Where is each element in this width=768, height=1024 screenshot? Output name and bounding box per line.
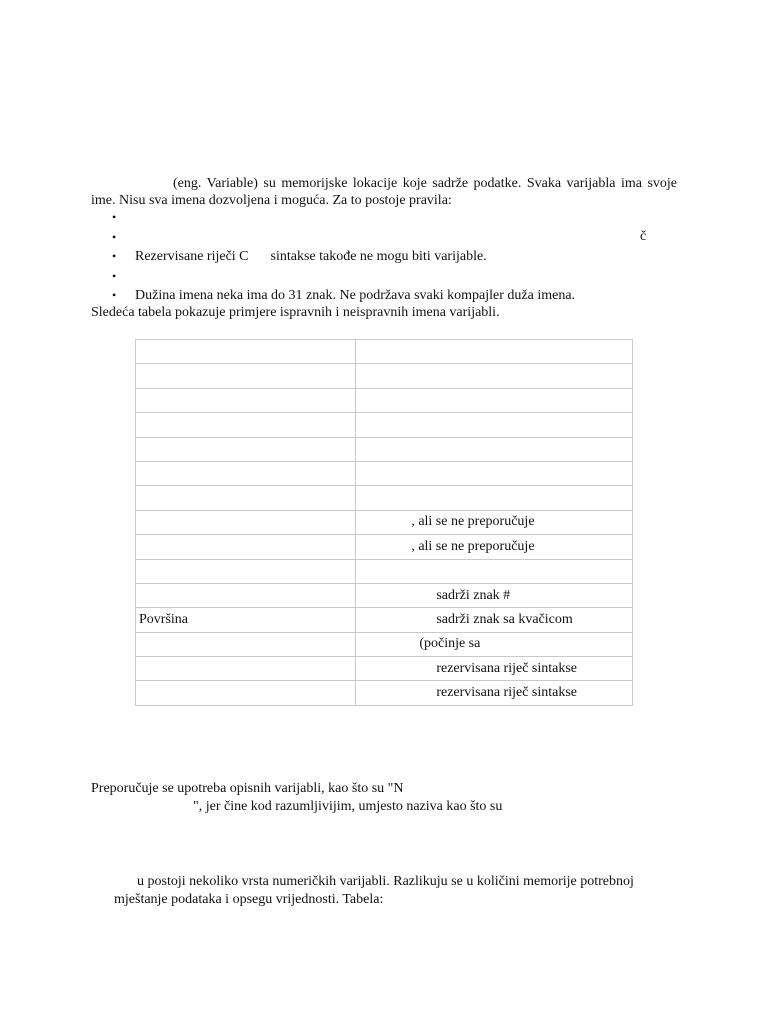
list-item [91, 286, 651, 306]
rule2-trailing-char: č [640, 229, 647, 244]
note-cell [356, 340, 633, 364]
recommend-line-1: Preporučuje se upotreba opisnih varijabli, kao što su "N [91, 781, 404, 796]
table-row [136, 364, 633, 388]
rule-text-part-a: Rezervisane riječi C [135, 249, 249, 265]
name-cell [136, 388, 356, 412]
note-cell: sadrži znak # [436, 587, 511, 603]
name-cell [136, 364, 356, 388]
recommend-line-2: ", jer čine kod razumljivijim, umjesto naziva kao što su [193, 799, 503, 814]
note-cell [356, 364, 633, 388]
name-cell [136, 583, 356, 607]
table-row [136, 510, 633, 534]
table-row [136, 388, 633, 412]
table-row [136, 340, 633, 364]
rule-text-part-b: sintakse takođe ne mogu biti varijable. [270, 249, 487, 265]
name-cell [136, 559, 356, 583]
name-cell [136, 340, 356, 364]
table-row [136, 437, 633, 461]
table-row [136, 413, 633, 437]
name-cell [136, 413, 356, 437]
variable-names-table [135, 339, 633, 706]
note-cell: rezervisana riječ sintakse [436, 685, 578, 701]
table-row [136, 657, 633, 681]
list-item [91, 267, 651, 287]
table-row [136, 583, 633, 607]
table-row [136, 608, 633, 632]
list-item [91, 247, 651, 267]
table-row [136, 486, 633, 510]
list-item [91, 228, 651, 248]
note-cell: , ali se ne preporučuje [411, 514, 535, 530]
note-cell: , ali se ne preporučuje [411, 538, 535, 554]
name-cell [136, 535, 356, 559]
note-cell [356, 461, 633, 485]
note-cell [356, 437, 633, 461]
table-row [136, 535, 633, 559]
note-cell [356, 559, 633, 583]
note-cell [356, 413, 633, 437]
name-cell [136, 632, 356, 656]
note-cell: rezervisana riječ sintakse [436, 660, 578, 676]
table-row [136, 461, 633, 485]
name-cell: Površina [136, 608, 356, 632]
intro-paragraph [91, 175, 677, 209]
rules-list [91, 208, 651, 306]
bullet-icon: • [112, 288, 117, 303]
table-row [136, 681, 633, 705]
table-row [136, 559, 633, 583]
name-cell [136, 510, 356, 534]
rule-text: Dužina imena neka ima do 31 znak. Ne podržava svaki kompajler duža imena. [135, 288, 576, 304]
bullet-icon: • [112, 249, 117, 264]
note-cell: (počinje sa [419, 636, 481, 652]
bullet-icon: • [112, 268, 117, 283]
bullet-icon: • [112, 229, 117, 244]
note-cell [356, 486, 633, 510]
table-row [136, 632, 633, 656]
list-item [91, 208, 651, 228]
table-intro: Sledeća tabela pokazuje primjere ispravnih i neispravnih imena varijabli. [91, 305, 500, 320]
numeric-line-1: u postoji nekoliko vrsta numeričkih varijabli. Razlikuju se u količini memorije potrebnoj [137, 874, 634, 889]
name-cell [136, 486, 356, 510]
intro-text: (eng. Variable) su memorijske lokacije koje sadrže podatke. Svaka varijabla ima svoje ime. Nisu sva imena dozvoljena i moguća. Za to postoje pravila: [91, 176, 677, 208]
bullet-icon: • [112, 210, 117, 224]
name-cell [136, 461, 356, 485]
note-cell: sadrži znak sa kvačicom [436, 611, 573, 627]
name-cell [136, 681, 356, 705]
numeric-line-2: mještanje podataka i opsegu vrijednosti. Tabela: [114, 892, 384, 907]
name-cell [136, 657, 356, 681]
name-cell [136, 437, 356, 461]
note-cell [356, 388, 633, 412]
